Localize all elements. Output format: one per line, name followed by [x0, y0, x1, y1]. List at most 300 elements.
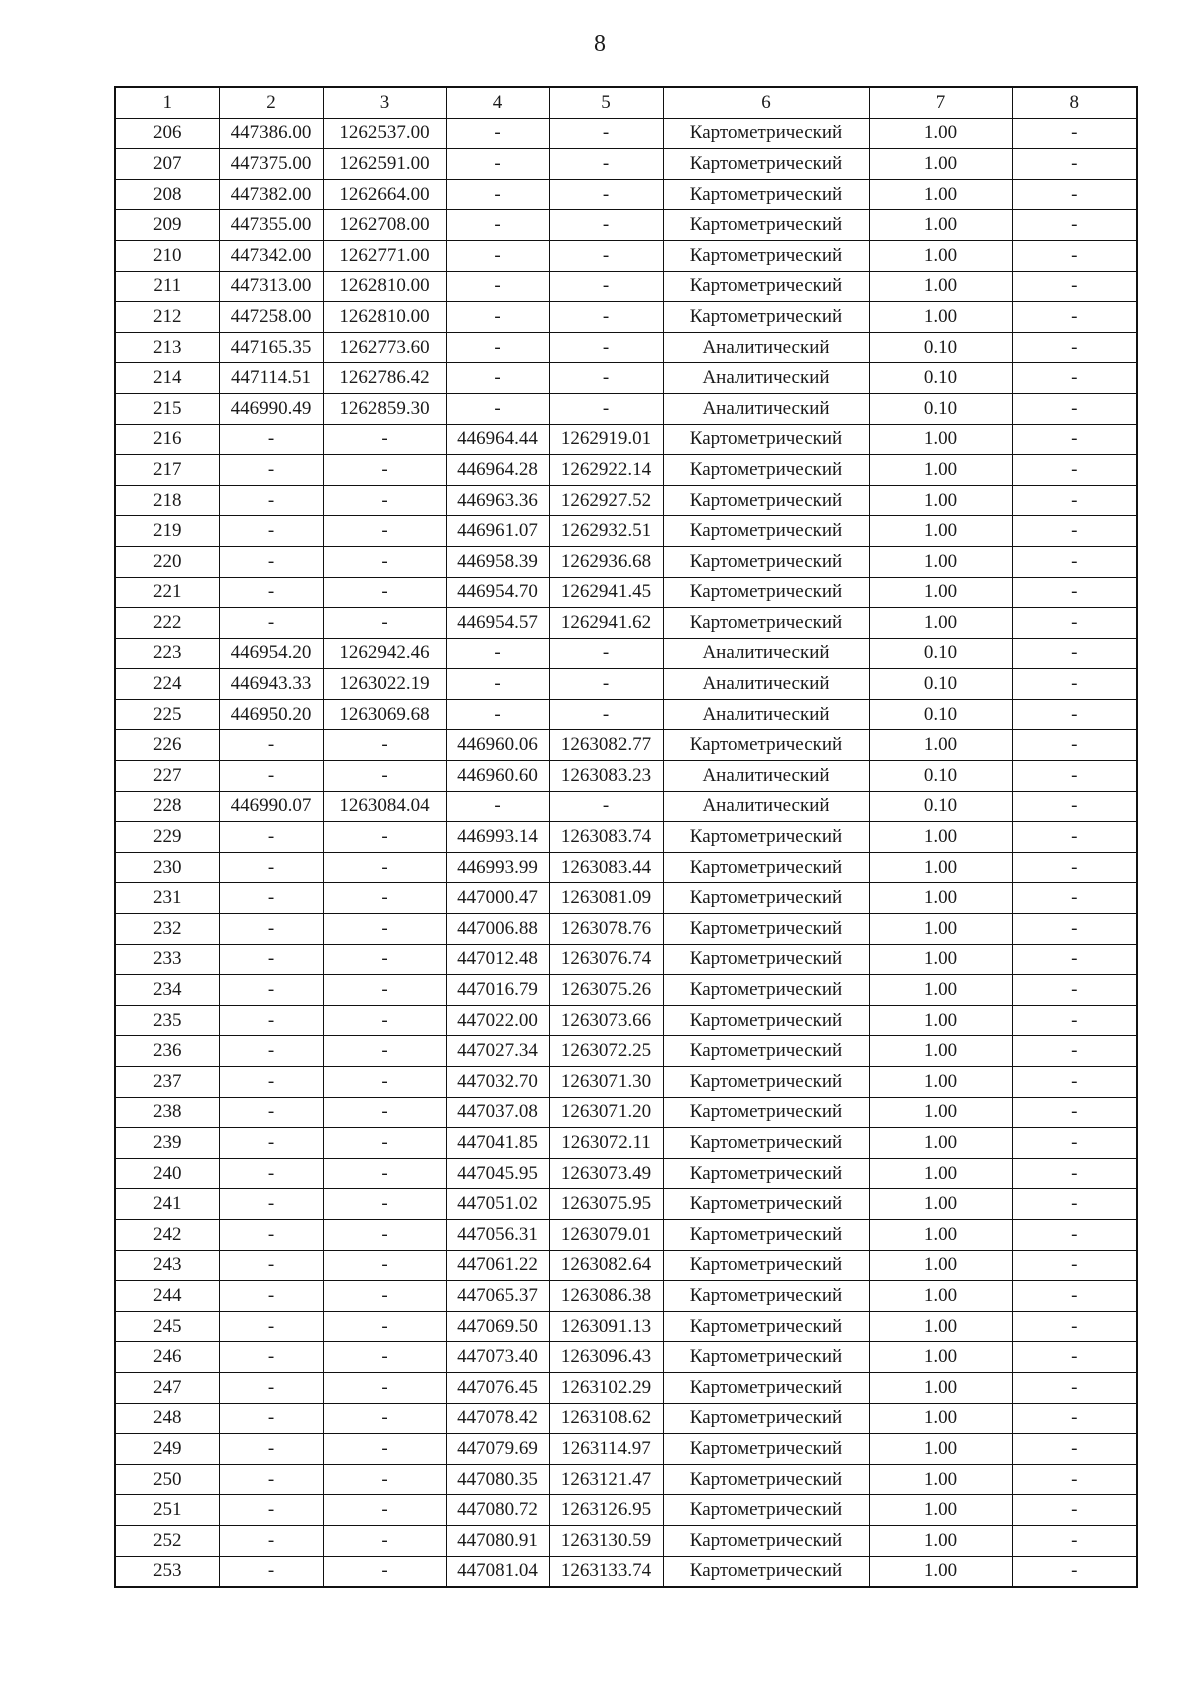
column-header: 8: [1012, 87, 1137, 118]
description-cell: -: [1012, 546, 1137, 577]
table-row: [115, 1219, 1137, 1250]
method-cell: Аналитический: [663, 393, 869, 424]
x-coordinate-cell: 447342.00: [219, 240, 323, 271]
description-cell: -: [1012, 1158, 1137, 1189]
point-number-cell: 233: [115, 944, 219, 975]
point-number-cell: 252: [115, 1525, 219, 1556]
accuracy-cell: 1.00: [869, 730, 1012, 761]
accuracy-cell: 1.00: [869, 1281, 1012, 1312]
table-row: [115, 761, 1137, 792]
y-coordinate-alt-cell: 1263073.49: [549, 1158, 663, 1189]
description-cell: -: [1012, 1067, 1137, 1098]
point-number-cell: 221: [115, 577, 219, 608]
x-coordinate-alt-cell: 447022.00: [446, 1005, 549, 1036]
y-coordinate-alt-cell: -: [549, 638, 663, 669]
method-cell: Картометрический: [663, 546, 869, 577]
description-cell: -: [1012, 1250, 1137, 1281]
y-coordinate-cell: -: [323, 1036, 446, 1067]
method-cell: Картометрический: [663, 1403, 869, 1434]
method-cell: Картометрический: [663, 1158, 869, 1189]
x-coordinate-cell: -: [219, 1036, 323, 1067]
table-row: [115, 210, 1137, 241]
table-row: [115, 852, 1137, 883]
y-coordinate-alt-cell: 1263091.13: [549, 1311, 663, 1342]
table-row: [115, 118, 1137, 149]
y-coordinate-cell: -: [323, 761, 446, 792]
accuracy-cell: 1.00: [869, 1372, 1012, 1403]
accuracy-cell: 1.00: [869, 485, 1012, 516]
accuracy-cell: 1.00: [869, 822, 1012, 853]
table-row: [115, 302, 1137, 333]
accuracy-cell: 0.10: [869, 363, 1012, 394]
y-coordinate-cell: 1262664.00: [323, 179, 446, 210]
x-coordinate-cell: -: [219, 1525, 323, 1556]
y-coordinate-cell: -: [323, 1495, 446, 1526]
y-coordinate-cell: -: [323, 1097, 446, 1128]
accuracy-cell: 1.00: [869, 883, 1012, 914]
y-coordinate-alt-cell: 1263133.74: [549, 1556, 663, 1587]
point-number-cell: 243: [115, 1250, 219, 1281]
y-coordinate-cell: -: [323, 577, 446, 608]
x-coordinate-alt-cell: 447012.48: [446, 944, 549, 975]
y-coordinate-cell: -: [323, 424, 446, 455]
method-cell: Картометрический: [663, 914, 869, 945]
accuracy-cell: 1.00: [869, 1495, 1012, 1526]
description-cell: -: [1012, 424, 1137, 455]
x-coordinate-alt-cell: -: [446, 393, 549, 424]
y-coordinate-alt-cell: 1263121.47: [549, 1464, 663, 1495]
table-row: [115, 1250, 1137, 1281]
point-number-cell: 235: [115, 1005, 219, 1036]
y-coordinate-cell: -: [323, 1342, 446, 1373]
column-header: 1: [115, 87, 219, 118]
method-cell: Картометрический: [663, 822, 869, 853]
table-row: [115, 577, 1137, 608]
x-coordinate-cell: 447386.00: [219, 118, 323, 149]
x-coordinate-cell: -: [219, 1434, 323, 1465]
column-header: 4: [446, 87, 549, 118]
y-coordinate-alt-cell: -: [549, 210, 663, 241]
point-number-cell: 227: [115, 761, 219, 792]
column-header: 6: [663, 87, 869, 118]
y-coordinate-alt-cell: 1263126.95: [549, 1495, 663, 1526]
point-number-cell: 215: [115, 393, 219, 424]
method-cell: Картометрический: [663, 1556, 869, 1587]
y-coordinate-alt-cell: 1263082.77: [549, 730, 663, 761]
column-header: 5: [549, 87, 663, 118]
x-coordinate-alt-cell: 447079.69: [446, 1434, 549, 1465]
accuracy-cell: 1.00: [869, 608, 1012, 639]
x-coordinate-alt-cell: 447032.70: [446, 1067, 549, 1098]
x-coordinate-alt-cell: 447006.88: [446, 914, 549, 945]
y-coordinate-alt-cell: 1263073.66: [549, 1005, 663, 1036]
method-cell: Картометрический: [663, 179, 869, 210]
method-cell: Аналитический: [663, 791, 869, 822]
x-coordinate-cell: -: [219, 761, 323, 792]
description-cell: -: [1012, 669, 1137, 700]
point-number-cell: 212: [115, 302, 219, 333]
table-row: [115, 914, 1137, 945]
y-coordinate-cell: -: [323, 1403, 446, 1434]
accuracy-cell: 0.10: [869, 393, 1012, 424]
table-row: [115, 1036, 1137, 1067]
x-coordinate-alt-cell: -: [446, 791, 549, 822]
point-number-cell: 210: [115, 240, 219, 271]
y-coordinate-cell: -: [323, 975, 446, 1006]
accuracy-cell: 0.10: [869, 638, 1012, 669]
x-coordinate-alt-cell: -: [446, 240, 549, 271]
y-coordinate-alt-cell: 1263081.09: [549, 883, 663, 914]
y-coordinate-cell: -: [323, 485, 446, 516]
y-coordinate-alt-cell: 1263083.74: [549, 822, 663, 853]
method-cell: Картометрический: [663, 1128, 869, 1159]
description-cell: -: [1012, 455, 1137, 486]
x-coordinate-alt-cell: 446954.70: [446, 577, 549, 608]
accuracy-cell: 0.10: [869, 669, 1012, 700]
point-number-cell: 242: [115, 1219, 219, 1250]
y-coordinate-cell: 1262942.46: [323, 638, 446, 669]
method-cell: Картометрический: [663, 240, 869, 271]
x-coordinate-cell: -: [219, 1005, 323, 1036]
x-coordinate-cell: -: [219, 455, 323, 486]
y-coordinate-alt-cell: -: [549, 332, 663, 363]
accuracy-cell: 1.00: [869, 1128, 1012, 1159]
y-coordinate-cell: -: [323, 1556, 446, 1587]
method-cell: Картометрический: [663, 302, 869, 333]
accuracy-cell: 1.00: [869, 1219, 1012, 1250]
method-cell: Картометрический: [663, 883, 869, 914]
description-cell: -: [1012, 1128, 1137, 1159]
accuracy-cell: 1.00: [869, 1005, 1012, 1036]
y-coordinate-cell: -: [323, 730, 446, 761]
table-row: [115, 1342, 1137, 1373]
x-coordinate-cell: 446950.20: [219, 699, 323, 730]
x-coordinate-alt-cell: 446954.57: [446, 608, 549, 639]
y-coordinate-alt-cell: 1262922.14: [549, 455, 663, 486]
point-number-cell: 222: [115, 608, 219, 639]
accuracy-cell: 1.00: [869, 516, 1012, 547]
x-coordinate-alt-cell: 447045.95: [446, 1158, 549, 1189]
table-row: [115, 271, 1137, 302]
y-coordinate-cell: 1262537.00: [323, 118, 446, 149]
method-cell: Картометрический: [663, 1250, 869, 1281]
x-coordinate-cell: -: [219, 577, 323, 608]
x-coordinate-alt-cell: 446993.14: [446, 822, 549, 853]
y-coordinate-alt-cell: 1262941.45: [549, 577, 663, 608]
table-row: [115, 1311, 1137, 1342]
y-coordinate-cell: 1262786.42: [323, 363, 446, 394]
y-coordinate-cell: 1262810.00: [323, 302, 446, 333]
point-number-cell: 251: [115, 1495, 219, 1526]
x-coordinate-alt-cell: 447065.37: [446, 1281, 549, 1312]
description-cell: -: [1012, 240, 1137, 271]
x-coordinate-alt-cell: 446960.06: [446, 730, 549, 761]
x-coordinate-alt-cell: -: [446, 669, 549, 700]
x-coordinate-cell: -: [219, 1189, 323, 1220]
accuracy-cell: 0.10: [869, 791, 1012, 822]
x-coordinate-cell: 447313.00: [219, 271, 323, 302]
description-cell: -: [1012, 302, 1137, 333]
y-coordinate-cell: -: [323, 1434, 446, 1465]
description-cell: -: [1012, 608, 1137, 639]
description-cell: -: [1012, 1005, 1137, 1036]
y-coordinate-cell: 1263022.19: [323, 669, 446, 700]
table-row: [115, 485, 1137, 516]
point-number-cell: 244: [115, 1281, 219, 1312]
table-row: [115, 424, 1137, 455]
accuracy-cell: 1.00: [869, 1158, 1012, 1189]
x-coordinate-alt-cell: 446958.39: [446, 546, 549, 577]
description-cell: -: [1012, 1189, 1137, 1220]
x-coordinate-alt-cell: 447081.04: [446, 1556, 549, 1587]
x-coordinate-cell: -: [219, 944, 323, 975]
description-cell: -: [1012, 118, 1137, 149]
x-coordinate-alt-cell: -: [446, 118, 549, 149]
y-coordinate-cell: -: [323, 944, 446, 975]
description-cell: -: [1012, 1525, 1137, 1556]
table-row: [115, 1128, 1137, 1159]
table-header-row: [115, 87, 1137, 118]
point-number-cell: 237: [115, 1067, 219, 1098]
x-coordinate-cell: -: [219, 1556, 323, 1587]
method-cell: Аналитический: [663, 363, 869, 394]
accuracy-cell: 1.00: [869, 1097, 1012, 1128]
accuracy-cell: 1.00: [869, 546, 1012, 577]
x-coordinate-cell: -: [219, 424, 323, 455]
point-number-cell: 230: [115, 852, 219, 883]
table-row: [115, 883, 1137, 914]
y-coordinate-alt-cell: 1263076.74: [549, 944, 663, 975]
point-number-cell: 213: [115, 332, 219, 363]
y-coordinate-alt-cell: 1262941.62: [549, 608, 663, 639]
x-coordinate-cell: -: [219, 1158, 323, 1189]
table-row: [115, 240, 1137, 271]
y-coordinate-cell: -: [323, 883, 446, 914]
y-coordinate-alt-cell: 1263078.76: [549, 914, 663, 945]
y-coordinate-cell: -: [323, 1219, 446, 1250]
x-coordinate-cell: -: [219, 1403, 323, 1434]
table-row: [115, 546, 1137, 577]
method-cell: Картометрический: [663, 516, 869, 547]
method-cell: Картометрический: [663, 1036, 869, 1067]
point-number-cell: 229: [115, 822, 219, 853]
x-coordinate-cell: 447355.00: [219, 210, 323, 241]
point-number-cell: 246: [115, 1342, 219, 1373]
description-cell: -: [1012, 944, 1137, 975]
x-coordinate-cell: -: [219, 852, 323, 883]
point-number-cell: 234: [115, 975, 219, 1006]
point-number-cell: 236: [115, 1036, 219, 1067]
x-coordinate-cell: -: [219, 546, 323, 577]
description-cell: -: [1012, 699, 1137, 730]
y-coordinate-alt-cell: -: [549, 149, 663, 180]
y-coordinate-alt-cell: 1263079.01: [549, 1219, 663, 1250]
accuracy-cell: 1.00: [869, 1403, 1012, 1434]
method-cell: Картометрический: [663, 455, 869, 486]
column-header: 3: [323, 87, 446, 118]
y-coordinate-cell: 1262773.60: [323, 332, 446, 363]
y-coordinate-alt-cell: 1262932.51: [549, 516, 663, 547]
method-cell: Картометрический: [663, 1434, 869, 1465]
point-number-cell: 206: [115, 118, 219, 149]
method-cell: Картометрический: [663, 1311, 869, 1342]
x-coordinate-alt-cell: 446964.28: [446, 455, 549, 486]
y-coordinate-alt-cell: -: [549, 240, 663, 271]
x-coordinate-cell: -: [219, 914, 323, 945]
y-coordinate-cell: -: [323, 546, 446, 577]
accuracy-cell: 1.00: [869, 975, 1012, 1006]
description-cell: -: [1012, 914, 1137, 945]
description-cell: -: [1012, 1219, 1137, 1250]
point-number-cell: 247: [115, 1372, 219, 1403]
x-coordinate-cell: -: [219, 485, 323, 516]
description-cell: -: [1012, 761, 1137, 792]
y-coordinate-alt-cell: 1263086.38: [549, 1281, 663, 1312]
y-coordinate-alt-cell: 1262927.52: [549, 485, 663, 516]
x-coordinate-alt-cell: -: [446, 363, 549, 394]
x-coordinate-cell: -: [219, 1464, 323, 1495]
x-coordinate-alt-cell: 447078.42: [446, 1403, 549, 1434]
method-cell: Аналитический: [663, 638, 869, 669]
y-coordinate-alt-cell: -: [549, 179, 663, 210]
description-cell: -: [1012, 822, 1137, 853]
table-row: [115, 1556, 1137, 1587]
x-coordinate-alt-cell: -: [446, 179, 549, 210]
point-number-cell: 248: [115, 1403, 219, 1434]
method-cell: Картометрический: [663, 1219, 869, 1250]
method-cell: Картометрический: [663, 1281, 869, 1312]
y-coordinate-alt-cell: 1263082.64: [549, 1250, 663, 1281]
point-number-cell: 225: [115, 699, 219, 730]
x-coordinate-alt-cell: 447080.91: [446, 1525, 549, 1556]
y-coordinate-alt-cell: 1263108.62: [549, 1403, 663, 1434]
point-number-cell: 231: [115, 883, 219, 914]
accuracy-cell: 1.00: [869, 271, 1012, 302]
point-number-cell: 228: [115, 791, 219, 822]
table-row: [115, 393, 1137, 424]
point-number-cell: 232: [115, 914, 219, 945]
y-coordinate-alt-cell: 1262919.01: [549, 424, 663, 455]
x-coordinate-cell: -: [219, 1311, 323, 1342]
y-coordinate-alt-cell: 1262936.68: [549, 546, 663, 577]
table-row: [115, 1525, 1137, 1556]
accuracy-cell: 1.00: [869, 1464, 1012, 1495]
table-row: [115, 608, 1137, 639]
point-number-cell: 250: [115, 1464, 219, 1495]
table-row: [115, 363, 1137, 394]
table-row: [115, 1464, 1137, 1495]
y-coordinate-alt-cell: 1263114.97: [549, 1434, 663, 1465]
accuracy-cell: 1.00: [869, 240, 1012, 271]
y-coordinate-alt-cell: 1263102.29: [549, 1372, 663, 1403]
table-row: [115, 1281, 1137, 1312]
table-row: [115, 822, 1137, 853]
x-coordinate-alt-cell: 447051.02: [446, 1189, 549, 1220]
description-cell: -: [1012, 730, 1137, 761]
accuracy-cell: 1.00: [869, 1067, 1012, 1098]
table-row: [115, 1189, 1137, 1220]
table-row: [115, 699, 1137, 730]
x-coordinate-alt-cell: 447037.08: [446, 1097, 549, 1128]
column-header: 7: [869, 87, 1012, 118]
table-row: [115, 179, 1137, 210]
x-coordinate-cell: -: [219, 975, 323, 1006]
table-row: [115, 516, 1137, 547]
method-cell: Картометрический: [663, 1372, 869, 1403]
method-cell: Картометрический: [663, 1342, 869, 1373]
accuracy-cell: 1.00: [869, 1525, 1012, 1556]
point-number-cell: 239: [115, 1128, 219, 1159]
method-cell: Картометрический: [663, 149, 869, 180]
table-row: [115, 1403, 1137, 1434]
x-coordinate-cell: 447382.00: [219, 179, 323, 210]
x-coordinate-cell: -: [219, 1495, 323, 1526]
method-cell: Картометрический: [663, 485, 869, 516]
y-coordinate-alt-cell: 1263096.43: [549, 1342, 663, 1373]
point-number-cell: 216: [115, 424, 219, 455]
point-number-cell: 214: [115, 363, 219, 394]
y-coordinate-cell: 1262810.00: [323, 271, 446, 302]
y-coordinate-cell: -: [323, 1067, 446, 1098]
table-row: [115, 791, 1137, 822]
y-coordinate-cell: 1263069.68: [323, 699, 446, 730]
point-number-cell: 219: [115, 516, 219, 547]
x-coordinate-alt-cell: 447061.22: [446, 1250, 549, 1281]
x-coordinate-cell: -: [219, 1067, 323, 1098]
x-coordinate-cell: -: [219, 1342, 323, 1373]
y-coordinate-cell: -: [323, 1281, 446, 1312]
table-row: [115, 669, 1137, 700]
x-coordinate-cell: 446943.33: [219, 669, 323, 700]
y-coordinate-alt-cell: -: [549, 271, 663, 302]
x-coordinate-cell: -: [219, 730, 323, 761]
accuracy-cell: 1.00: [869, 914, 1012, 945]
y-coordinate-alt-cell: -: [549, 393, 663, 424]
x-coordinate-alt-cell: 446963.36: [446, 485, 549, 516]
accuracy-cell: 1.00: [869, 944, 1012, 975]
y-coordinate-alt-cell: 1263072.11: [549, 1128, 663, 1159]
column-header: 2: [219, 87, 323, 118]
accuracy-cell: 1.00: [869, 1036, 1012, 1067]
x-coordinate-alt-cell: -: [446, 638, 549, 669]
y-coordinate-cell: 1262771.00: [323, 240, 446, 271]
description-cell: -: [1012, 638, 1137, 669]
x-coordinate-alt-cell: -: [446, 210, 549, 241]
x-coordinate-alt-cell: -: [446, 699, 549, 730]
x-coordinate-alt-cell: 447080.72: [446, 1495, 549, 1526]
y-coordinate-alt-cell: -: [549, 699, 663, 730]
accuracy-cell: 1.00: [869, 455, 1012, 486]
point-number-cell: 220: [115, 546, 219, 577]
accuracy-cell: 1.00: [869, 1189, 1012, 1220]
y-coordinate-cell: -: [323, 914, 446, 945]
y-coordinate-alt-cell: 1263083.23: [549, 761, 663, 792]
method-cell: Картометрический: [663, 1525, 869, 1556]
y-coordinate-cell: -: [323, 1250, 446, 1281]
y-coordinate-alt-cell: 1263072.25: [549, 1036, 663, 1067]
x-coordinate-cell: -: [219, 1128, 323, 1159]
description-cell: -: [1012, 1311, 1137, 1342]
x-coordinate-alt-cell: 447069.50: [446, 1311, 549, 1342]
y-coordinate-alt-cell: -: [549, 118, 663, 149]
accuracy-cell: 0.10: [869, 761, 1012, 792]
table-row: [115, 944, 1137, 975]
table-row: [115, 1158, 1137, 1189]
description-cell: -: [1012, 1036, 1137, 1067]
accuracy-cell: 0.10: [869, 332, 1012, 363]
accuracy-cell: 1.00: [869, 302, 1012, 333]
y-coordinate-cell: -: [323, 822, 446, 853]
